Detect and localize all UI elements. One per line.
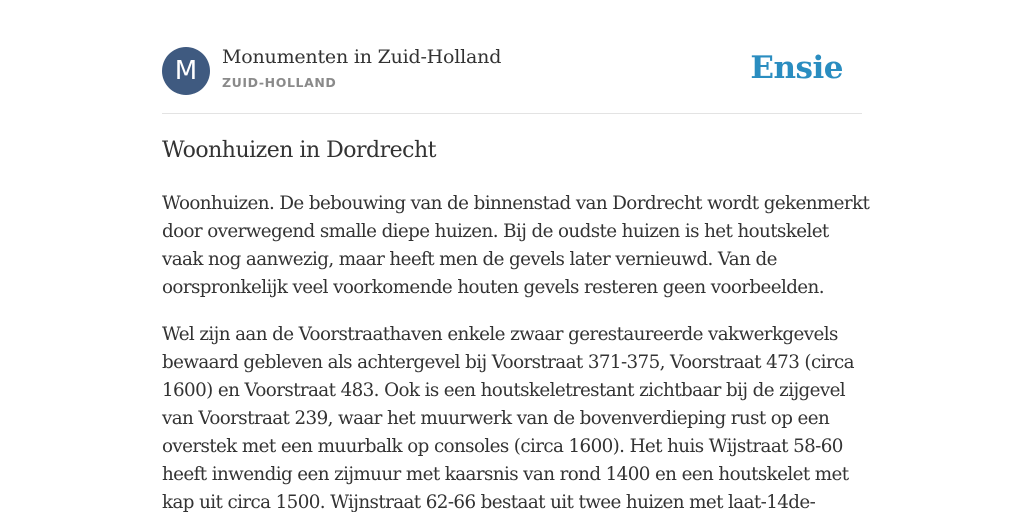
collection-subtitle[interactable]: ZUID-HOLLAND [222,75,337,90]
article-body [162,190,870,512]
paragraph-line: kap uit circa 1500. Wijnstraat 62-66 bestaat uit twee huizen met laat-14de- [162,492,816,512]
paragraph-line: door overwegend smalle diepe huizen. Bij de oudste huizen is het houtskelet [162,221,829,242]
collection-title[interactable]: Monumenten in Zuid-Holland [222,46,502,68]
brand-logo[interactable]: Ensie [750,50,843,86]
article-title: Woonhuizen in Dordrecht [162,138,436,163]
header-divider [162,113,862,114]
paragraph-line: bewaard gebleven als achtergevel bij Voorstraat 371-375, Voorstraat 473 (circa [162,352,854,373]
paragraph-1 [162,190,870,302]
collection-header [162,46,862,96]
paragraph-line: Wel zijn aan de Voorstraathaven enkele zwaar gerestaureerde vakwerkgevels [162,324,838,345]
paragraph-2 [162,321,862,512]
paragraph-line: heeft inwendig een zijmuur met kaarsnis van rond 1400 en een houtskelet met [162,464,849,485]
paragraph-line: van Voorstraat 239, waar het muurwerk van de bovenverdieping rust op een [162,408,830,429]
paragraph-line: vaak nog aanwezig, maar heeft men de gevels later vernieuwd. Van de [162,249,777,270]
avatar[interactable]: M [162,47,210,95]
paragraph-line: oorspronkelijk veel voorkomende houten gevels resteren geen voorbeelden. [162,277,824,298]
paragraph-line: overstek met een muurbalk op consoles (circa 1600). Het huis Wijstraat 58-60 [162,436,843,457]
paragraph-line: 1600) en Voorstraat 483. Ook is een houtskeletrestant zichtbaar bij de zijgevel [162,380,846,401]
paragraph-line: Woonhuizen. De bebouwing van de binnenstad van Dordrecht wordt gekenmerkt [162,193,870,214]
